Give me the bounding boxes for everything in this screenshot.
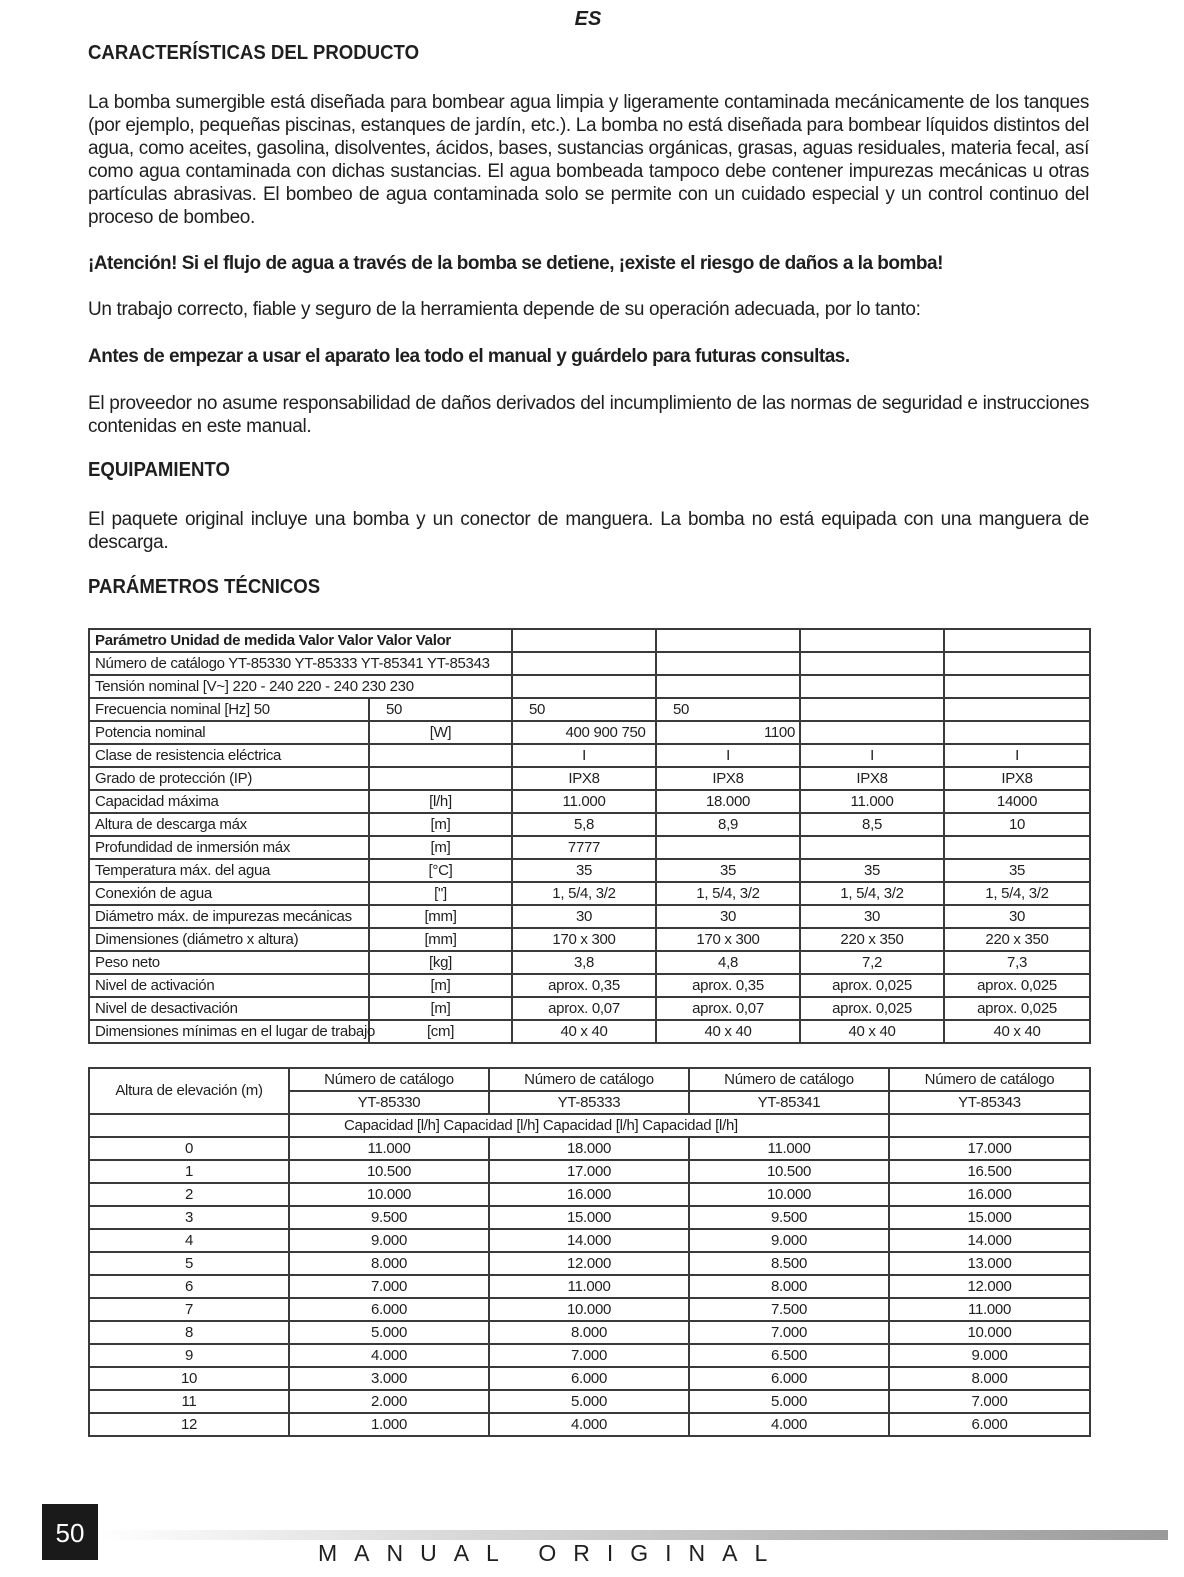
table-cell: I <box>512 744 656 767</box>
table-cell: Número de catálogo YT-85330 YT-85333 YT-85341 YT-85343 <box>89 652 512 675</box>
table-cell: 170 x 300 <box>656 928 800 951</box>
table-cell: 10.000 <box>289 1183 489 1206</box>
table-cell: 1, 5/4, 3/2 <box>944 882 1090 905</box>
table-cell: 5.000 <box>689 1390 889 1413</box>
table-cell: 10 <box>944 813 1090 836</box>
table-cell: IPX8 <box>656 767 800 790</box>
table-cell: 12 <box>89 1413 289 1436</box>
table-cell: [m] <box>369 974 512 997</box>
table-cell: 40 x 40 <box>656 1020 800 1043</box>
table-cell: Peso neto <box>89 951 369 974</box>
table-cell: 13.000 <box>889 1252 1090 1275</box>
table-cell: 9.000 <box>689 1229 889 1252</box>
table-row <box>89 629 1090 652</box>
table-header-catalog: Número de catálogo <box>289 1068 489 1091</box>
table-cell: 15.000 <box>889 1206 1090 1229</box>
table-cell: 11.000 <box>512 790 656 813</box>
table-cell: Nivel de desactivación <box>89 997 369 1020</box>
table-cell: 4.000 <box>689 1413 889 1436</box>
table-cell: 8.500 <box>689 1252 889 1275</box>
table-cell: 220 x 350 <box>800 928 944 951</box>
table-cell: 4,8 <box>656 951 800 974</box>
table-cell: 4.000 <box>289 1344 489 1367</box>
table-cell: 50 <box>512 698 656 721</box>
table-cell: 170 x 300 <box>512 928 656 951</box>
table-cell: 30 <box>512 905 656 928</box>
table-row <box>89 928 1090 951</box>
table-row <box>89 1252 1090 1275</box>
notice-text: Antes de empezar a usar el aparato lea todo el manual y guárdelo para futuras consultas. <box>88 346 850 367</box>
table-cell: 7.000 <box>689 1321 889 1344</box>
table-row <box>89 1068 1090 1091</box>
table-cell: 8.000 <box>289 1252 489 1275</box>
table-cell: aprox. 0,025 <box>800 974 944 997</box>
table-cell <box>800 698 944 721</box>
table-row <box>89 652 1090 675</box>
table-cell: 12.000 <box>489 1252 689 1275</box>
table-cell: aprox. 0,35 <box>656 974 800 997</box>
table-row <box>89 675 1090 698</box>
table-cell: Temperatura máx. del agua <box>89 859 369 882</box>
table-cell: [°C] <box>369 859 512 882</box>
table-cell: 9.000 <box>289 1229 489 1252</box>
table-cell: 10.000 <box>889 1321 1090 1344</box>
table-cell: 11 <box>89 1390 289 1413</box>
table-cell <box>944 629 1090 652</box>
table-cell: Frecuencia nominal [Hz] 50 <box>89 698 369 721</box>
paragraph-equipment: El paquete original incluye una bomba y un conector de manguera. La bomba no está equipada con una manguera de descarga. <box>88 509 1089 553</box>
warning-text: ¡Atención! Si el flujo de agua a través de la bomba se detiene, ¡existe el riesgo de daños a la bomba! <box>88 253 943 274</box>
table-cell: 3 <box>89 1206 289 1229</box>
table-row <box>89 836 1090 859</box>
table-cell: 7.000 <box>289 1275 489 1298</box>
table-row <box>89 974 1090 997</box>
table-cell <box>369 767 512 790</box>
table-cell: Potencia nominal <box>89 721 369 744</box>
table-cell: [kg] <box>369 951 512 974</box>
table-cell: 1 <box>89 1160 289 1183</box>
table-cell: 16.000 <box>889 1183 1090 1206</box>
table-cell: 9.500 <box>689 1206 889 1229</box>
table-cell: aprox. 0,07 <box>656 997 800 1020</box>
table-cell: 8 <box>89 1321 289 1344</box>
table-cell: 5,8 <box>512 813 656 836</box>
language-code: ES <box>574 8 602 30</box>
table-cell: 2 <box>89 1183 289 1206</box>
table-cell: 35 <box>800 859 944 882</box>
table-cell <box>656 629 800 652</box>
table-cell: 7.000 <box>889 1390 1090 1413</box>
table-cell: 6.000 <box>289 1298 489 1321</box>
table-cell: 15.000 <box>489 1206 689 1229</box>
table-row <box>89 767 1090 790</box>
table-cell: 30 <box>656 905 800 928</box>
table-cell: 10 <box>89 1367 289 1390</box>
table-header-catalog: Número de catálogo <box>889 1068 1090 1091</box>
table-cell <box>800 652 944 675</box>
table-row <box>89 1114 1090 1137</box>
table-cell: Dimensiones (diámetro x altura) <box>89 928 369 951</box>
table-header-capacity: Capacidad [l/h] Capacidad [l/h] Capacidad [l/h] Capacidad [l/h] <box>289 1114 889 1137</box>
table-cell: [l/h] <box>369 790 512 813</box>
table-cell: 5.000 <box>289 1321 489 1344</box>
table-cell: 40 x 40 <box>944 1020 1090 1043</box>
table-cell: Altura de descarga máx <box>89 813 369 836</box>
table-cell: 1, 5/4, 3/2 <box>656 882 800 905</box>
table-row <box>89 790 1090 813</box>
paragraph-operation: Un trabajo correcto, fiable y seguro de la herramienta depende de su operación adecuada, por lo tanto: <box>88 299 921 320</box>
table-cell: 5.000 <box>489 1390 689 1413</box>
lift-capacity-body <box>89 1137 1090 1436</box>
table-cell: [mm] <box>369 928 512 951</box>
table-cell: 7,3 <box>944 951 1090 974</box>
paragraph-liability: El proveedor no asume responsabilidad de daños derivados del incumplimiento de las normas de seguridad e instrucciones contenidas en este manual. <box>88 393 1089 437</box>
table-cell: aprox. 0,025 <box>944 974 1090 997</box>
table-cell: 7,2 <box>800 951 944 974</box>
table-cell: 9 <box>89 1344 289 1367</box>
table-cell: 6.500 <box>689 1344 889 1367</box>
table-cell: 6.000 <box>689 1367 889 1390</box>
table-cell: 6.000 <box>489 1367 689 1390</box>
table-cell: 8.000 <box>689 1275 889 1298</box>
table-row <box>89 1137 1090 1160</box>
table-cell: 7.500 <box>689 1298 889 1321</box>
page-content <box>88 40 1089 1437</box>
table-cell: Profundidad de inmersión máx <box>89 836 369 859</box>
table-cell: 4.000 <box>489 1413 689 1436</box>
table-cell: 14000 <box>944 790 1090 813</box>
table-cell: 1.000 <box>289 1413 489 1436</box>
table-row <box>89 997 1090 1020</box>
table-cell: 3.000 <box>289 1367 489 1390</box>
section-title-caracteristicas: CARACTERÍSTICAS DEL PRODUCTO <box>88 42 420 64</box>
table-cell: 3,8 <box>512 951 656 974</box>
table-row <box>89 698 1090 721</box>
table-header-model: YT-85343 <box>889 1091 1090 1114</box>
table-cell: IPX8 <box>944 767 1090 790</box>
table-cell: 18.000 <box>656 790 800 813</box>
table-cell: 50 <box>656 698 800 721</box>
table-cell: 8,5 <box>800 813 944 836</box>
table-row <box>89 859 1090 882</box>
table-cell: 18.000 <box>489 1137 689 1160</box>
table-cell: [cm] <box>369 1020 512 1043</box>
table-cell: Nivel de activación <box>89 974 369 997</box>
table-cell: 4 <box>89 1229 289 1252</box>
table-cell: 30 <box>800 905 944 928</box>
table-cell: 5 <box>89 1252 289 1275</box>
table-cell: I <box>800 744 944 767</box>
table-cell: I <box>656 744 800 767</box>
table-cell: ["] <box>369 882 512 905</box>
table-cell <box>944 721 1090 744</box>
table-cell: aprox. 0,025 <box>944 997 1090 1020</box>
table-header-catalog: Número de catálogo <box>689 1068 889 1091</box>
table-cell: 8,9 <box>656 813 800 836</box>
table-cell: Clase de resistencia eléctrica <box>89 744 369 767</box>
table-cell <box>800 836 944 859</box>
table-row <box>89 1321 1090 1344</box>
table-cell: 11.000 <box>889 1298 1090 1321</box>
table-cell: [mm] <box>369 905 512 928</box>
table-cell: 7.000 <box>489 1344 689 1367</box>
table-cell <box>889 1114 1090 1137</box>
table-row <box>89 1344 1090 1367</box>
table-cell: 12.000 <box>889 1275 1090 1298</box>
technical-parameters-body <box>89 744 1090 1043</box>
table-cell: Tensión nominal [V~] 220 - 240 220 - 240 230 230 <box>89 675 512 698</box>
table-cell: 35 <box>944 859 1090 882</box>
table-cell: 35 <box>656 859 800 882</box>
table-cell: Conexión de agua <box>89 882 369 905</box>
table-cell: 11.000 <box>289 1137 489 1160</box>
section-title-parametros: PARÁMETROS TÉCNICOS <box>88 576 321 598</box>
table-row <box>89 1390 1090 1413</box>
table-cell: 8.000 <box>489 1321 689 1344</box>
table-cell: 17.000 <box>489 1160 689 1183</box>
table-header-model: YT-85341 <box>689 1091 889 1114</box>
table-cell <box>512 629 656 652</box>
table-cell: [m] <box>369 997 512 1020</box>
table-cell <box>800 721 944 744</box>
table-cell: 10.500 <box>689 1160 889 1183</box>
table-row <box>89 951 1090 974</box>
table-cell: 40 x 40 <box>800 1020 944 1043</box>
table-cell <box>800 629 944 652</box>
table-cell: 14.000 <box>889 1229 1090 1252</box>
table-cell: 1, 5/4, 3/2 <box>800 882 944 905</box>
table-cell: 30 <box>944 905 1090 928</box>
table-cell: 1, 5/4, 3/2 <box>512 882 656 905</box>
table-cell: 6.000 <box>889 1413 1090 1436</box>
table-cell: Capacidad máxima <box>89 790 369 813</box>
table-row <box>89 744 1090 767</box>
table-cell: 10.000 <box>489 1298 689 1321</box>
section-title-equipamiento: EQUIPAMIENTO <box>88 459 230 481</box>
table-cell: 10.500 <box>289 1160 489 1183</box>
table-cell <box>800 675 944 698</box>
table-cell <box>944 675 1090 698</box>
table-row <box>89 905 1090 928</box>
table-cell <box>944 698 1090 721</box>
table-row <box>89 721 1090 744</box>
table-cell: [m] <box>369 836 512 859</box>
table-cell: 0 <box>89 1137 289 1160</box>
table-row <box>89 1206 1090 1229</box>
table-row <box>89 1183 1090 1206</box>
technical-parameters-table <box>88 628 1091 1044</box>
table-cell: 35 <box>512 859 656 882</box>
table-cell: 400 900 750 <box>512 721 656 744</box>
table-cell: 16.000 <box>489 1183 689 1206</box>
table-cell <box>369 744 512 767</box>
table-cell: 9.000 <box>889 1344 1090 1367</box>
table-cell: Parámetro Unidad de medida Valor Valor Valor Valor <box>89 629 512 652</box>
table-cell: 10.000 <box>689 1183 889 1206</box>
table-cell <box>89 1114 289 1137</box>
table-row <box>89 1020 1090 1043</box>
table-cell: IPX8 <box>800 767 944 790</box>
table-row <box>89 1160 1090 1183</box>
table-header-lift: Altura de elevación (m) <box>89 1068 289 1114</box>
table-cell <box>944 836 1090 859</box>
table-cell: Grado de protección (IP) <box>89 767 369 790</box>
paragraph-intro: La bomba sumergible está diseñada para bombear agua limpia y ligeramente contaminada mecánicamente de los tanques (por ejemplo, pequeñas piscinas, estanques de jardín, etc.). La bomba no está diseñada para bombear líquidos distintos del agua, como aceites, gasolina, disolventes, ácidos, bases, sustancias orgánicas, grasas, aguas residuales, materia fecal, así como agua contaminada con dichas sustancias. El agua bombeada tampoco debe contener impurezas mecánicas u otras partículas abrasivas. El bombeo de agua contaminada solo se permite con un cuidado especial y un control continuo del proceso de bombeo. <box>88 92 1089 228</box>
table-cell <box>656 675 800 698</box>
table-cell: 16.500 <box>889 1160 1090 1183</box>
table-cell: 50 <box>369 698 512 721</box>
table-cell: 2.000 <box>289 1390 489 1413</box>
table-cell <box>656 836 800 859</box>
page-number: 50 <box>42 1504 98 1560</box>
table-cell <box>944 652 1090 675</box>
table-cell <box>512 675 656 698</box>
table-cell <box>656 652 800 675</box>
table-cell: 8.000 <box>889 1367 1090 1390</box>
table-row <box>89 1298 1090 1321</box>
table-cell: 17.000 <box>889 1137 1090 1160</box>
table-row <box>89 1229 1090 1252</box>
table-cell: 9.500 <box>289 1206 489 1229</box>
table-cell: 6 <box>89 1275 289 1298</box>
table-row <box>89 1413 1090 1436</box>
table-cell: [W] <box>369 721 512 744</box>
table-cell: aprox. 0,07 <box>512 997 656 1020</box>
table-cell: aprox. 0,35 <box>512 974 656 997</box>
table-cell: 11.000 <box>800 790 944 813</box>
table-row <box>89 882 1090 905</box>
table-header-model: YT-85333 <box>489 1091 689 1114</box>
footer-bar <box>98 1530 1168 1540</box>
table-header-catalog: Número de catálogo <box>489 1068 689 1091</box>
table-cell: 220 x 350 <box>944 928 1090 951</box>
table-row <box>89 1275 1090 1298</box>
table-cell: I <box>944 744 1090 767</box>
table-cell: 40 x 40 <box>512 1020 656 1043</box>
table-cell: 14.000 <box>489 1229 689 1252</box>
table-cell: Dimensiones mínimas en el lugar de trabajo <box>89 1020 369 1043</box>
table-cell: IPX8 <box>512 767 656 790</box>
lift-capacity-table <box>88 1067 1091 1437</box>
table-header-model: YT-85330 <box>289 1091 489 1114</box>
table-cell: 7 <box>89 1298 289 1321</box>
table-cell: [m] <box>369 813 512 836</box>
table-cell: 7777 <box>512 836 656 859</box>
table-row <box>89 1367 1090 1390</box>
table-cell: Diámetro máx. de impurezas mecánicas <box>89 905 369 928</box>
table-cell: 11.000 <box>489 1275 689 1298</box>
table-cell: aprox. 0,025 <box>800 997 944 1020</box>
table-cell: 11.000 <box>689 1137 889 1160</box>
footer-manual-original: MANUAL ORIGINAL <box>318 1540 785 1566</box>
table-cell <box>512 652 656 675</box>
table-cell: 1100 <box>656 721 800 744</box>
table-row <box>89 813 1090 836</box>
